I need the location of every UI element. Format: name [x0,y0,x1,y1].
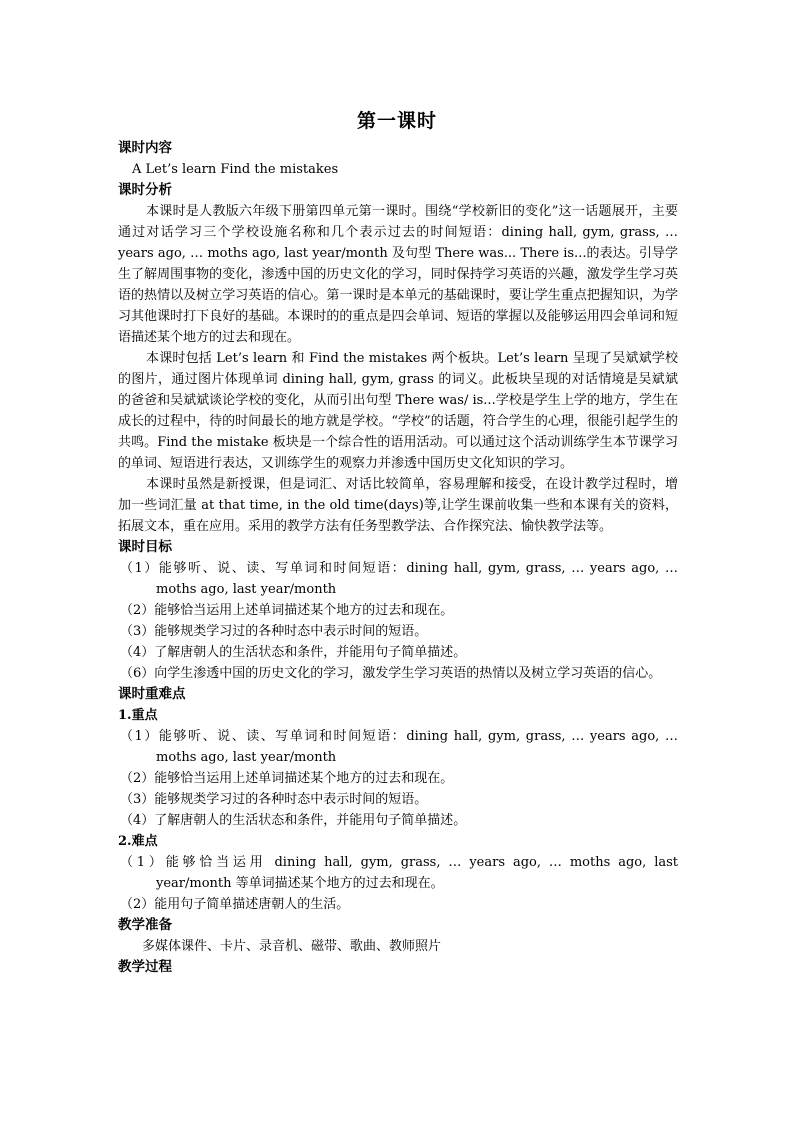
difficulty-heading: 2.难点 [118,834,158,849]
analysis-paragraph: 本课时是人教版六年级下册第四单元第一课时。围绕“学校新旧的变化”这一话题展开，主要通过对话学习三个学校设施名称和几个表示过去的时间短语：dining hall, gym, grass, … years ago, … moths ago, last year/month 及句型 There was... There is...的表达。引导学生了解周围事物的变化，渗透中国的历史文化的学习，同时保持学习英语的兴趣，激发学生学习英语的热情以及树立学习英语的信心。第一课时是本单元的基础课时，要让学生重点把握知识，为学习其他课时打下良好的基础。本课时的的重点是四会单词、短语的掌握以及能够运用四会单词和短语描述某个地方的过去和现在。 [118,204,678,345]
document-body [118,138,678,978]
analysis-paragraph: 本课时包括 Let’s learn 和 Find the mistakes 两个板块。Let’s learn 呈现了吴斌斌学校的图片，通过图片体现单词 dining hall, gym, grass 的词义。此板块呈现的对话情境是吴斌斌的爸爸和吴斌斌谈论学校的变化，从而引出句型 There was/ is...学校是学生上学的地方，学生在成长的过程中，待的时间最长的地方就是学校。“学校”的话题，符合学生的心理，很能引起学生的共鸣。Find the mistake 板块是一个综合性的语用活动。可以通过这个活动训练学生本节课学习的单词、短语进行表达，又训练学生的观察力并渗透中国历史文化知识的学习。 [118,351,678,471]
preparation-line: 多媒体课件、卡片、录音机、磁带、歌曲、教师照片 [142,939,442,954]
goal-item: （1）能够听、说、读、写单词和时间短语：dining hall, gym, grass, … years ago, … moths ago, last year/month [120,561,678,597]
content-line: A Let’s learn Find the mistakes [132,162,339,177]
focus-item: （1）能够听、说、读、写单词和时间短语：dining hall, gym, grass, … years ago, … moths ago, last year/month [120,729,678,765]
goal-item: （2）能够恰当运用上述单词描述某个地方的过去和现在。 [120,603,454,618]
goal-item: （3）能够规类学习过的各种时态中表示时间的短语。 [120,624,428,639]
goal-item: （4）了解唐朝人的生活状态和条件，并能用句子简单描述。 [120,645,467,660]
focus-item: （3）能够规类学习过的各种时态中表示时间的短语。 [120,792,428,807]
difficulty-item: （1）能够恰当运用 dining hall, gym, grass, … years ago, … moths ago, last year/month 等单词描述某个地方的过去和现在。 [120,855,678,891]
section-heading-process: 教学过程 [118,959,172,975]
section-heading-analysis: 课时分析 [118,182,172,198]
focus-heading: 1.重点 [118,708,158,723]
section-heading-content: 课时内容 [118,140,172,156]
section-heading-goals: 课时目标 [118,539,172,555]
focus-item: （4）了解唐朝人的生活状态和条件，并能用句子简单描述。 [120,813,467,828]
analysis-paragraph: 本课时虽然是新授课，但是词汇、对话比较简单，容易理解和接受，在设计教学过程时，增加一些词汇量 at that time, in the old time(days)等,让学生课前收集一些和本课有关的资料，拓展文本，重在应用。采用的教学方法有任务型教学法、合作探究法、愉快教学法等。 [118,477,678,534]
section-heading-preparation: 教学准备 [118,917,172,933]
difficulty-item: （2）能用句子简单描述唐朝人的生活。 [120,897,350,912]
goal-item: （6）向学生渗透中国的历史文化的学习，激发学生学习英语的热情以及树立学习英语的信心。 [120,666,662,681]
section-heading-key-points: 课时重难点 [118,686,186,702]
page-title: 第一课时 [356,110,437,132]
focus-item: （2）能够恰当运用上述单词描述某个地方的过去和现在。 [120,771,454,786]
